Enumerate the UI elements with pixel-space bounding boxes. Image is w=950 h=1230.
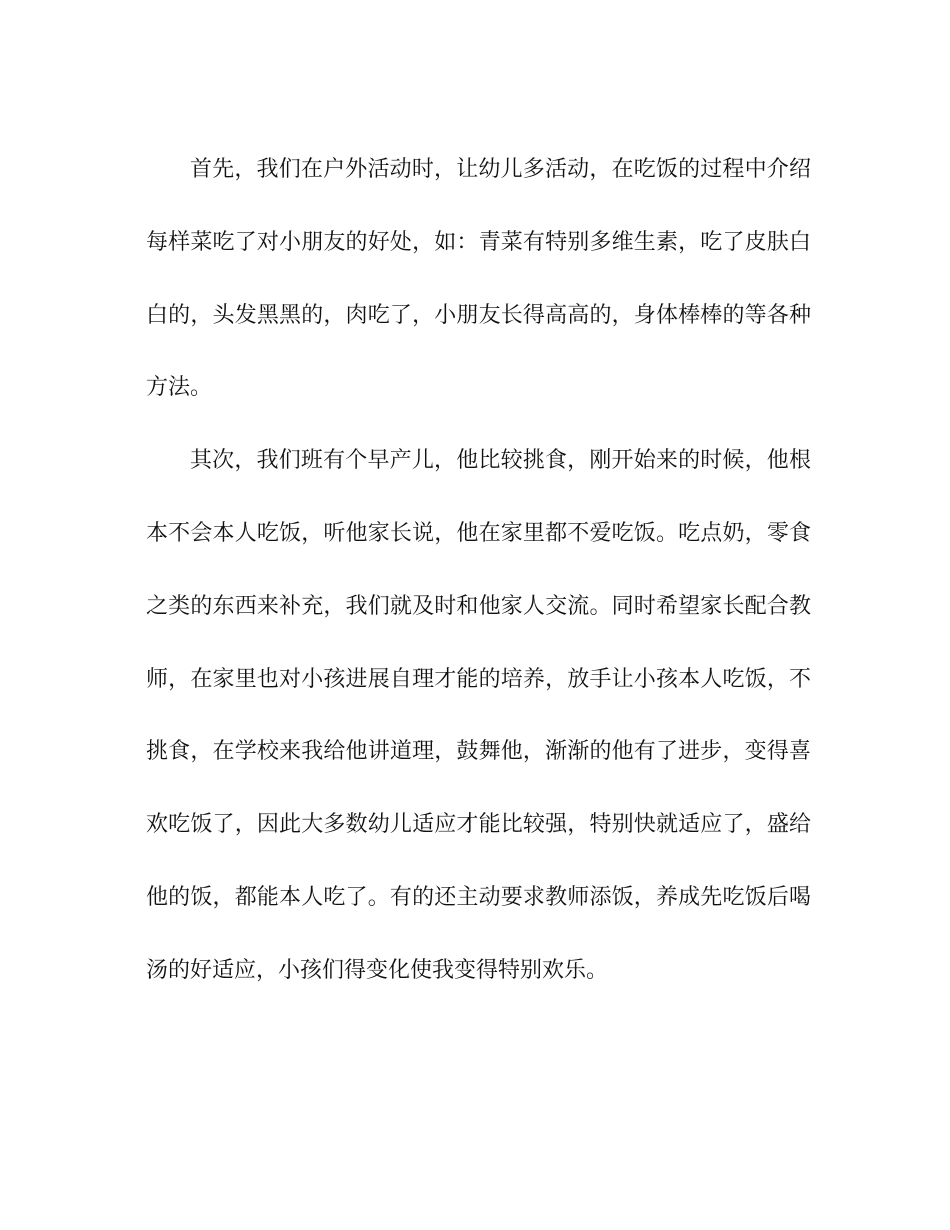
document-body — [146, 134, 811, 1008]
paragraph-second: 其次，我们班有个早产儿，他比较挑食，刚开始来的时候，他根本不会本人吃饭，听他家长说，他在家里都不爱吃饭。吃点奶，零食之类的东西来补充，我们就及时和他家人交流。同时希望家长配合教师，在家里也对小孩进展自理才能的培养，放手让小孩本人吃饭，不挑食，在学校来我给他讲道理，鼓舞他，渐渐的他有了进步，变得喜欢吃饭了，因此大多数幼儿适应才能比较强，特别快就适应了，盛给他的饭，都能本人吃了。有的还主动要求教师添饭，养成先吃饭后喝汤的好适应，小孩们得变化使我变得特别欢乐。 — [146, 448, 811, 983]
paragraph-first: 首先，我们在户外活动时，让幼儿多活动，在吃饭的过程中介绍每样菜吃了对小朋友的好处，如：青菜有特别多维生素，吃了皮肤白白的，头发黑黑的，肉吃了，小朋友长得高高的，身体棒棒的等各种方法。 — [146, 157, 811, 401]
